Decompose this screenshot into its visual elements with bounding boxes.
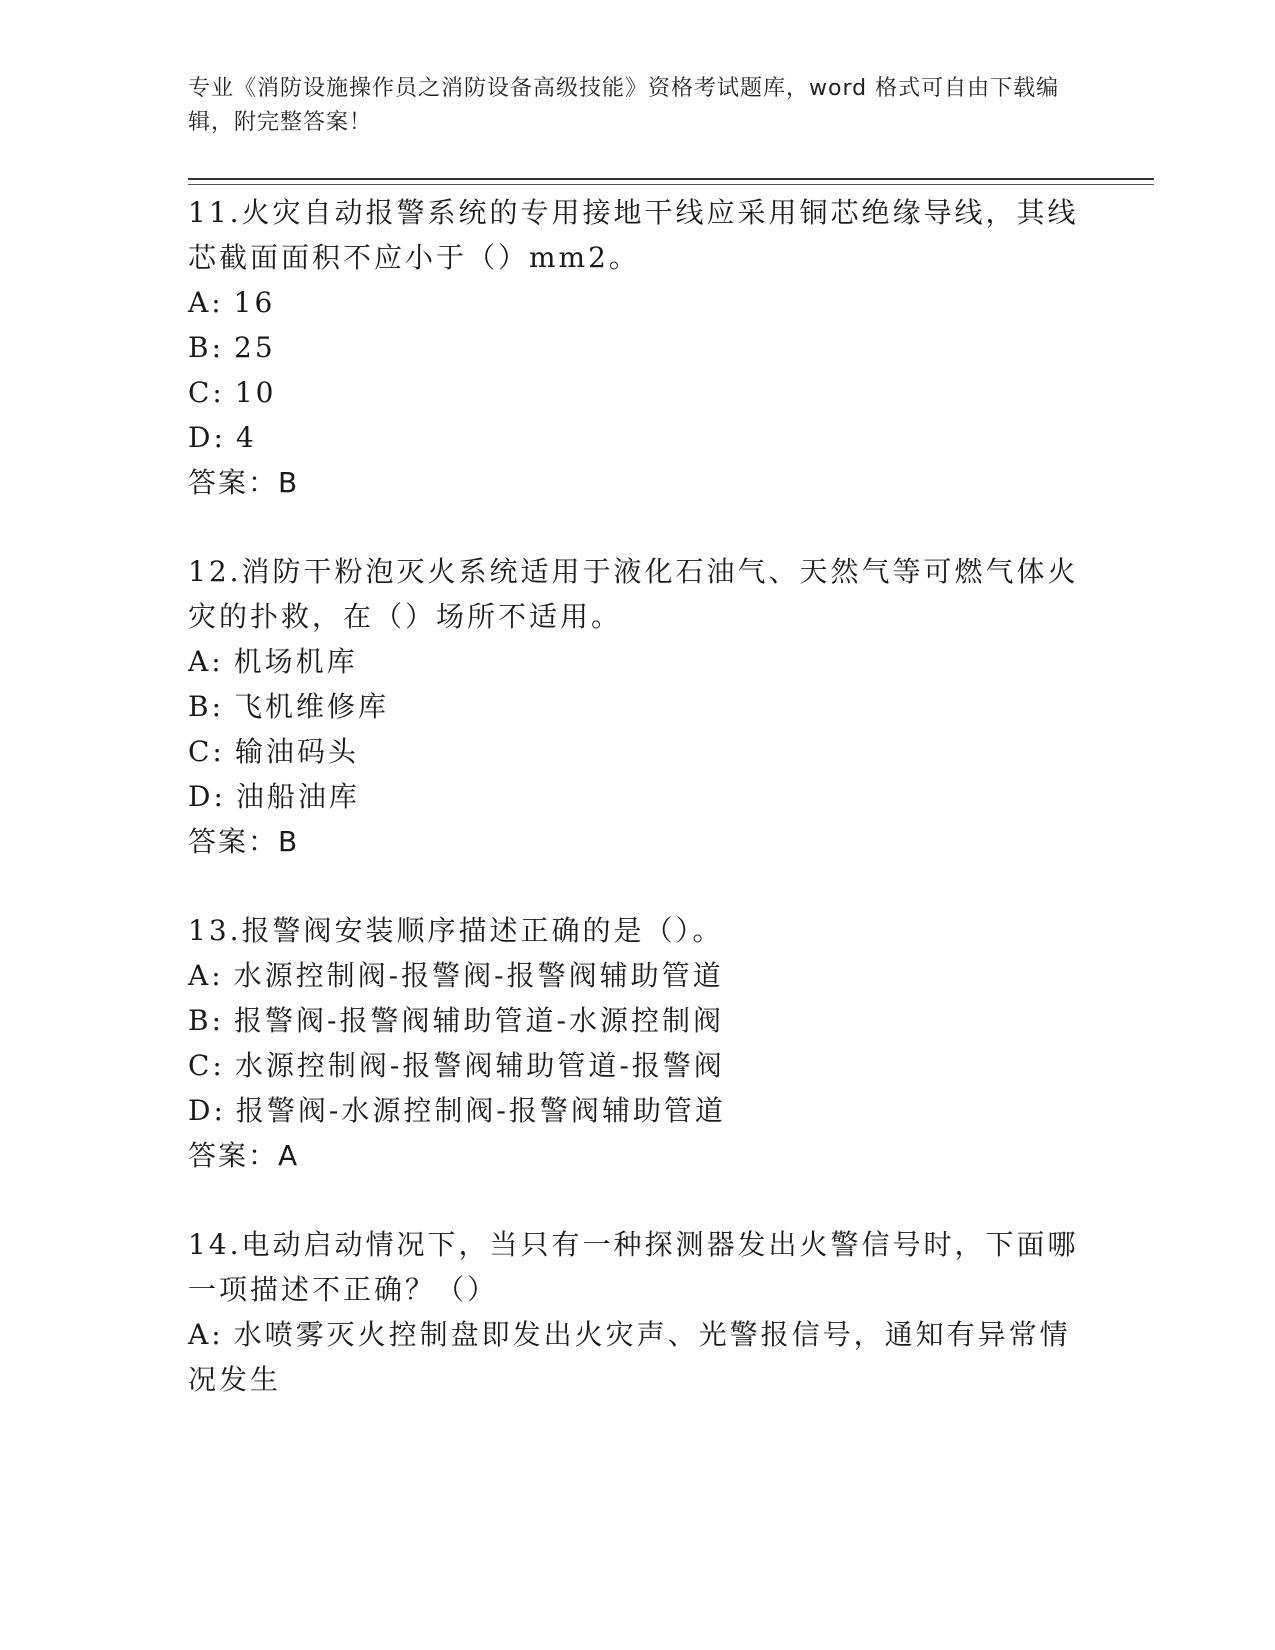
- answer-line: 答案：B: [188, 466, 300, 499]
- question-stem: 13.报警阀安装顺序描述正确的是（）。: [188, 914, 724, 947]
- option-a: [188, 953, 1088, 998]
- option-text: 25: [234, 331, 276, 364]
- question-14: [188, 1222, 1088, 1402]
- option-text: 水喷雾灭火控制盘即发出火灾声、光警报信号，通知有异常情况发生: [188, 1318, 1071, 1396]
- question-stem: 14.电动启动情况下，当只有一种探测器发出火警信号时，下面哪一项描述不正确？（）: [188, 1228, 1079, 1306]
- question-12: [188, 549, 1088, 864]
- option-text: 飞机维修库: [234, 690, 390, 723]
- question-stem: 12.消防干粉泡灭火系统适用于液化石油气、天然气等可燃气体火灾的扑救，在（）场所不适用。: [188, 555, 1079, 633]
- answer-line: 答案：A: [188, 1139, 300, 1172]
- option-d: [188, 1088, 1088, 1133]
- option-key: B:: [188, 1004, 225, 1037]
- option-c: [188, 1043, 1088, 1088]
- option-key: D:: [188, 1094, 226, 1127]
- option-text: 报警阀-报警阀辅助管道-水源控制阀: [234, 1004, 724, 1037]
- option-key: D:: [188, 421, 226, 454]
- option-b: [188, 998, 1088, 1043]
- option-c: [188, 729, 1088, 774]
- option-key: A:: [188, 1318, 224, 1351]
- header-rule-thick: [188, 178, 1154, 180]
- option-text: 10: [234, 376, 277, 409]
- option-text: 水源控制阀-报警阀-报警阀辅助管道: [233, 959, 724, 992]
- option-c: [188, 370, 1088, 415]
- option-d: [188, 415, 1088, 460]
- question-13: [188, 908, 1088, 1178]
- document-header: 专业《消防设施操作员之消防设备高级技能》资格考试题库，word 格式可自由下载编辑，附完整答案！: [188, 76, 1060, 135]
- option-a: [188, 280, 1088, 325]
- option-text: 输油码头: [234, 735, 359, 768]
- option-key: C:: [188, 376, 225, 409]
- option-b: [188, 684, 1088, 729]
- answer-line: 答案：B: [188, 825, 300, 858]
- option-key: B:: [188, 331, 225, 364]
- option-key: A:: [188, 959, 224, 992]
- option-key: C:: [188, 1049, 225, 1082]
- question-stem: 11.火灾自动报警系统的专用接地干线应采用铜芯绝缘导线，其线芯截面面积不应小于（）mm2。: [188, 196, 1079, 274]
- option-text: 16: [233, 286, 276, 319]
- question-11: [188, 190, 1088, 505]
- option-text: 报警阀-水源控制阀-报警阀辅助管道: [235, 1094, 726, 1127]
- option-text: 油船油库: [235, 780, 360, 813]
- option-text: 4: [235, 421, 257, 454]
- question-list: [188, 190, 1088, 1446]
- option-key: A:: [188, 286, 224, 319]
- option-key: A:: [188, 645, 224, 678]
- option-key: B:: [188, 690, 225, 723]
- option-text: 机场机库: [233, 645, 358, 678]
- option-key: C:: [188, 735, 225, 768]
- option-a: [188, 639, 1088, 684]
- option-a: [188, 1312, 1088, 1402]
- option-d: [188, 774, 1088, 819]
- option-text: 水源控制阀-报警阀辅助管道-报警阀: [234, 1049, 725, 1082]
- option-b: [188, 325, 1088, 370]
- header-rule-thin: [188, 184, 1154, 185]
- option-key: D:: [188, 780, 226, 813]
